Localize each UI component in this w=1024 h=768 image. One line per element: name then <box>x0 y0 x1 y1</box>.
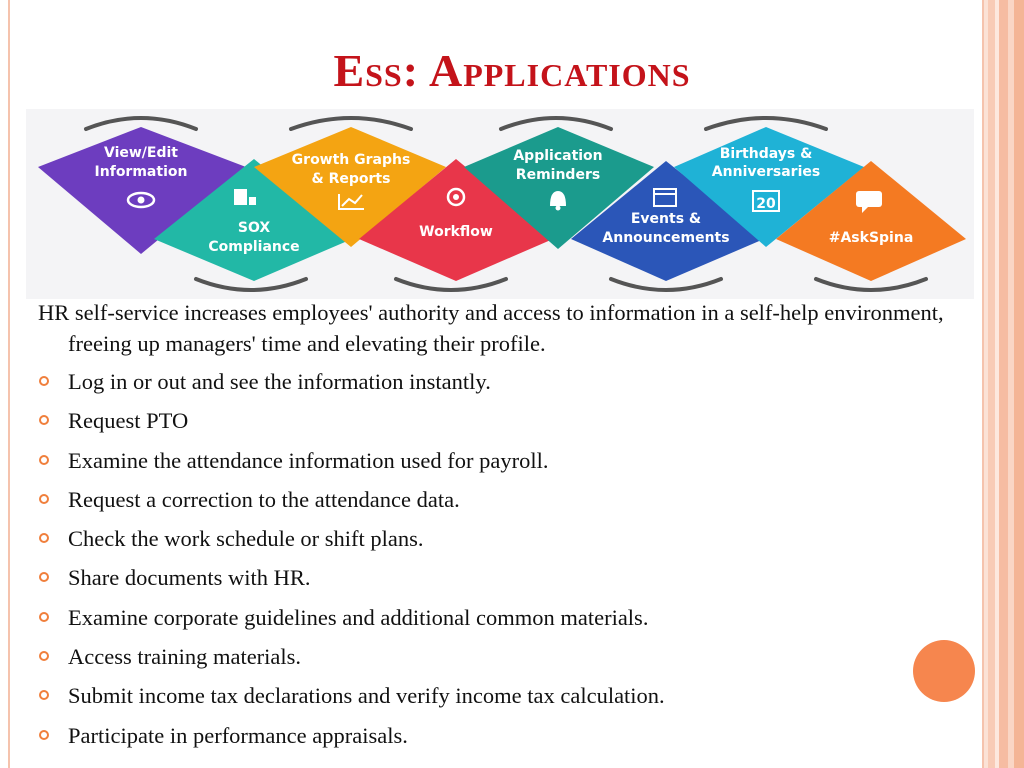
list-item: Check the work schedule or shift plans. <box>38 523 938 562</box>
list-item: Share documents with HR. <box>38 562 938 601</box>
list-item: Request PTO <box>38 405 938 444</box>
list-item: Request a correction to the attendance data. <box>38 484 938 523</box>
svg-text:SOX: SOX <box>237 220 271 236</box>
list-item: Submit income tax declarations and verify income tax calculation. <box>38 680 938 719</box>
svg-text:Anniversaries: Anniversaries <box>711 164 821 180</box>
right-decorative-stripes <box>984 0 1024 768</box>
feature-list <box>38 366 938 759</box>
svg-text:View/Edit: View/Edit <box>103 145 179 161</box>
list-item: Examine corporate guidelines and additional common materials. <box>38 602 938 641</box>
svg-text:Information: Information <box>94 164 188 180</box>
svg-text:Application: Application <box>513 148 603 164</box>
applications-banner <box>26 109 974 299</box>
slide-title: Ess: Applications <box>333 45 691 96</box>
svg-text:Workflow: Workflow <box>419 224 493 240</box>
svg-text:Birthdays &: Birthdays & <box>719 146 813 162</box>
list-item: Examine the attendance information used for payroll. <box>38 445 938 484</box>
decorative-orange-circle <box>913 640 975 702</box>
svg-text:20: 20 <box>756 196 776 212</box>
svg-text:Growth Graphs: Growth Graphs <box>291 152 411 168</box>
svg-text:Announcements: Announcements <box>602 230 730 246</box>
bullet-icon <box>39 690 49 700</box>
svg-text:Reminders: Reminders <box>515 167 601 183</box>
svg-text:Events &: Events & <box>630 211 702 227</box>
list-item: Log in or out and see the information instantly. <box>38 366 938 405</box>
intro-paragraph: HR self-service increases employees' authority and access to information in a self-help environment, freeing up managers' time and elevating their profile. <box>38 300 944 356</box>
svg-text:& Reports: & Reports <box>311 171 391 187</box>
bullet-icon <box>39 651 49 661</box>
bullet-icon <box>39 572 49 582</box>
svg-text:#AskSpina: #AskSpina <box>828 230 914 246</box>
bullet-icon <box>39 494 49 504</box>
list-item: Access training materials. <box>38 641 938 680</box>
bullet-icon <box>39 533 49 543</box>
svg-text:Compliance: Compliance <box>208 239 300 255</box>
bullet-icon <box>39 376 49 386</box>
bullet-icon <box>39 455 49 465</box>
bullet-icon <box>39 612 49 622</box>
bullet-icon <box>39 415 49 425</box>
bullet-icon <box>39 730 49 740</box>
list-item: Participate in performance appraisals. <box>38 720 938 759</box>
